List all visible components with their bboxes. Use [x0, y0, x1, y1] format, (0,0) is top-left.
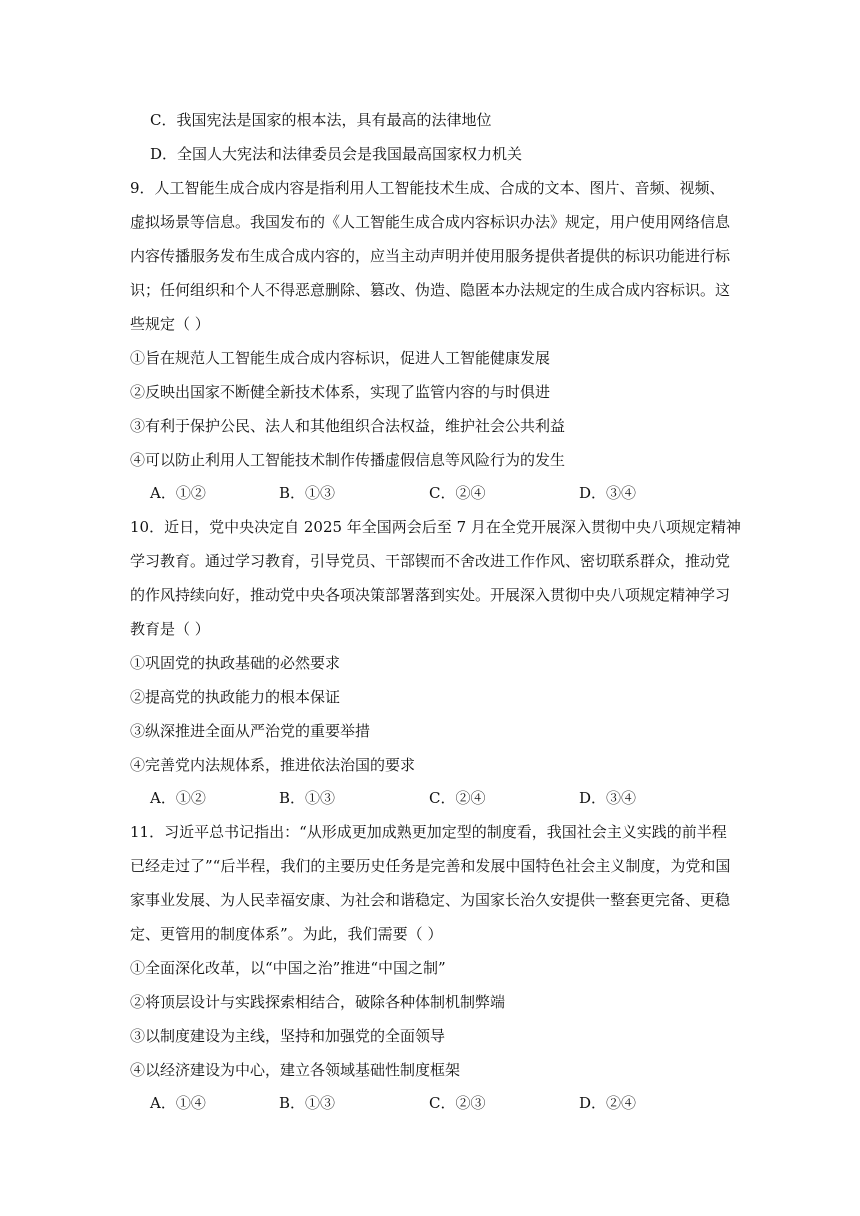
q11-option-b: B．①③ — [279, 1094, 336, 1112]
q9-option-c: C．②④ — [429, 484, 486, 502]
q9-stem-line-5: 些规定（ ） — [130, 315, 210, 333]
q11-option-a: A．①④ — [150, 1094, 206, 1112]
q11-statement-4: ④以经济建设为中心，建立各领域基础性制度框架 — [130, 1061, 461, 1079]
q11-option-c: C．②③ — [429, 1094, 486, 1112]
q10-statement-1: ①巩固党的执政基础的必然要求 — [130, 654, 341, 672]
q9-statement-4: ④可以防止利用人工智能技术制作传播虚假信息等风险行为的发生 — [130, 451, 566, 469]
q11-statement-2: ②将顶层设计与实践探索相结合，破除各种体制机制弊端 — [130, 993, 506, 1011]
q10-statement-2: ②提高党的执政能力的根本保证 — [130, 688, 341, 706]
q11-option-d: D．②④ — [579, 1094, 637, 1112]
q9-stem-line-1: 9．人工智能生成合成内容是指利用人工智能技术生成、合成的文本、图片、音频、视频、 — [130, 179, 725, 197]
q11-stem-line-2: 已经走过了”“后半程，我们的主要历史任务是完善和发展中国特色社会主义制度，为党和国 — [130, 857, 731, 875]
q9-stem-line-3: 内容传播服务发布生成合成内容的，应当主动声明并使用服务提供者提供的标识功能进行标 — [130, 247, 731, 265]
q11-stem-line-4: 定、更管用的制度体系”。为此，我们需要（ ） — [130, 925, 443, 943]
q10-stem-line-2: 学习教育。通过学习教育，引导党员、干部锲而不舍改进工作作风、密切联系群众，推动党 — [130, 552, 731, 570]
q10-statement-4: ④完善党内法规体系，推进依法治国的要求 — [130, 756, 416, 774]
q11-statement-3: ③以制度建设为主线，坚持和加强党的全面领导 — [130, 1027, 446, 1045]
q9-option-d: D．③④ — [579, 484, 637, 502]
q10-stem-line-4: 教育是（ ） — [130, 620, 210, 638]
q9-stem-line-4: 识；任何组织和个人不得恶意删除、篡改、伪造、隐匿本办法规定的生成合成内容标识。这 — [130, 281, 731, 299]
q10-option-b: B．①③ — [279, 789, 336, 807]
q9-option-b: B．①③ — [279, 484, 336, 502]
q11-stem-line-3: 家事业发展、为人民幸福安康、为社会和谐稳定、为国家长治久安提供一整套更完备、更稳 — [130, 891, 731, 909]
q10-stem-line-3: 的作风持续向好，推动党中央各项决策部署落到实处。开展深入贯彻中央八项规定精神学习 — [130, 586, 731, 604]
q9-option-a: A．①② — [150, 484, 206, 502]
q10-option-d: D．③④ — [579, 789, 637, 807]
q9-stem-line-2: 虚拟场景等信息。我国发布的《人工智能生成合成内容标识办法》规定，用户使用网络信息 — [130, 213, 731, 231]
q9-statement-2: ②反映出国家不断健全新技术体系，实现了监管内容的与时俱进 — [130, 383, 551, 401]
q10-statement-3: ③纵深推进全面从严治党的重要举措 — [130, 722, 371, 740]
q10-option-c: C．②④ — [429, 789, 486, 807]
q11-statement-1: ①全面深化改革，以“中国之治”推进“中国之制” — [130, 959, 446, 977]
q8-option-d: D．全国人大宪法和法律委员会是我国最高国家权力机关 — [150, 145, 523, 163]
q10-option-a: A．①② — [150, 789, 206, 807]
q11-stem-line-1: 11．习近平总书记指出：“从形成更加成熟更加定型的制度看，我国社会主义实践的前半程 — [130, 823, 727, 841]
q9-statement-1: ①旨在规范人工智能生成合成内容标识，促进人工智能健康发展 — [130, 349, 551, 367]
q9-statement-3: ③有利于保护公民、法人和其他组织合法权益，维护社会公共利益 — [130, 417, 566, 435]
q8-option-c: C．我国宪法是国家的根本法，具有最高的法律地位 — [150, 111, 492, 129]
q10-stem-line-1: 10．近日，党中央决定自 2025 年全国两会后至 7 月在全党开展深入贯彻中央八项规定精神 — [130, 518, 741, 536]
